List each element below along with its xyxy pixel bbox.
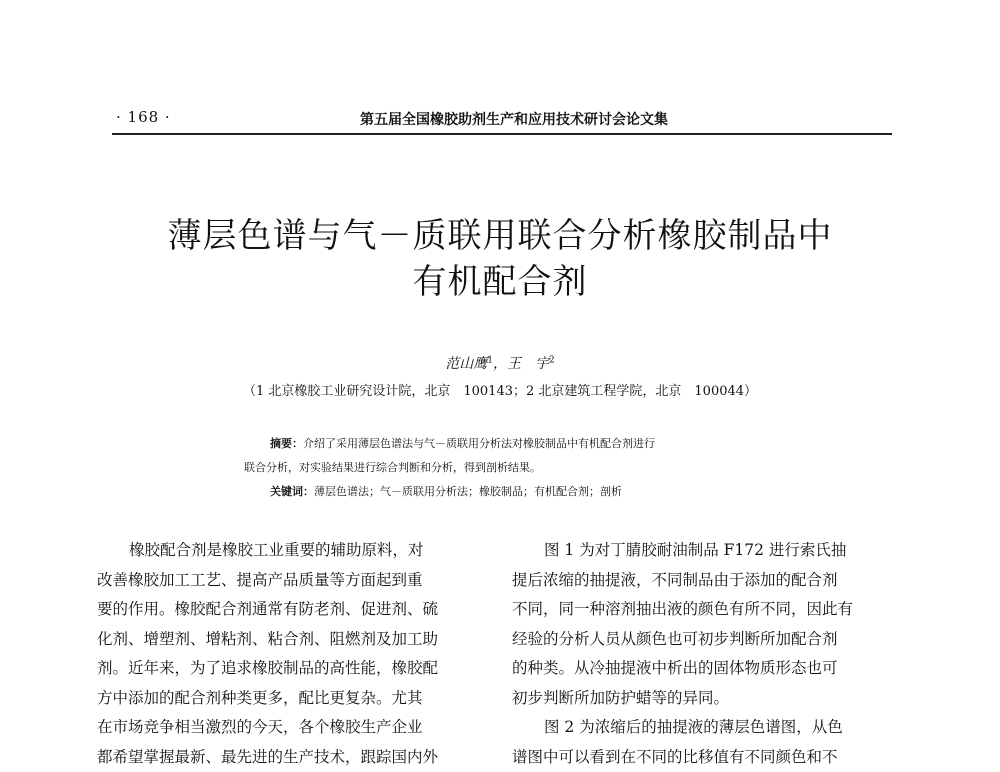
author-2: 王 宇 — [507, 356, 549, 372]
body-line: 化剂、增塑剂、增粘剂、粘合剂、阻燃剂及加工助 — [97, 625, 477, 655]
paper-title-line-1: 薄层色谱与气－质联用联合分析橡胶制品中 — [0, 208, 1000, 257]
body-line: 经验的分析人员从颜色也可初步判断所加配合剂 — [512, 625, 892, 655]
body-line: 都希望掌握最新、最先进的生产技术，跟踪国内外 — [97, 743, 477, 772]
body-line: 剂。近年来，为了追求橡胶制品的高性能，橡胶配 — [97, 654, 477, 684]
body-line: 改善橡胶加工工艺、提高产品质量等方面起到重 — [97, 566, 477, 596]
body-line: 在市场竞争相当激烈的今天，各个橡胶生产企业 — [97, 713, 477, 743]
author-2-affil-mark: 2 — [549, 355, 555, 365]
body-line: 不同，同一种溶剂抽出液的颜色有所不同，因此有 — [512, 595, 892, 625]
body-line: 谱图中可以看到在不同的比移值有不同颜色和不 — [512, 743, 892, 772]
body-line: 图 1 为对丁腈胶耐油制品 F172 进行索氏抽 — [512, 536, 892, 566]
abstract-text-1: 介绍了采用薄层色谱法与气－质联用分析法对橡胶制品中有机配合剂进行 — [303, 437, 655, 450]
body-column-right — [512, 536, 892, 772]
authors — [0, 353, 1000, 373]
body-line: 初步判断所加防护蜡等的异同。 — [512, 684, 892, 714]
body-line: 要的作用。橡胶配合剂通常有防老剂、促进剂、硫 — [97, 595, 477, 625]
keywords-line — [244, 480, 764, 504]
keywords-text: 薄层色谱法；气－质联用分析法；橡胶制品；有机配合剂；剖析 — [314, 485, 622, 498]
abstract-line-2 — [244, 456, 764, 480]
abstract-text-2: 联合分析，对实验结果进行综合判断和分析，得到剖析结果。 — [244, 461, 541, 474]
body-line: 方中添加的配合剂种类更多，配比更复杂。尤其 — [97, 684, 477, 714]
author-1-affil-mark: 1 — [487, 355, 493, 365]
author-1: 范山鹰 — [445, 356, 487, 372]
header-rule — [112, 133, 892, 135]
affiliations: （1 北京橡胶工业研究设计院，北京 100143；2 北京建筑工程学院，北京 100044） — [0, 380, 1000, 399]
paper-title-line-2: 有机配合剂 — [0, 254, 1000, 303]
abstract-line-1 — [244, 432, 764, 456]
abstract-label: 摘要： — [270, 437, 303, 450]
body-column-left — [97, 536, 477, 772]
abstract-block — [244, 432, 764, 504]
body-line: 橡胶配合剂是橡胶工业重要的辅助原料，对 — [97, 536, 477, 566]
body-line: 的种类。从冷抽提液中析出的固体物质形态也可 — [512, 654, 892, 684]
body-line: 提后浓缩的抽提液，不同制品由于添加的配合剂 — [512, 566, 892, 596]
body-line: 图 2 为浓缩后的抽提液的薄层色谱图，从色 — [512, 713, 892, 743]
page-number: · 168 · — [116, 108, 171, 126]
running-title: 第五届全国橡胶助剂生产和应用技术研讨会论文集 — [112, 109, 892, 129]
running-header — [112, 104, 892, 134]
author-separator: ， — [493, 356, 507, 372]
keywords-label: 关键词： — [270, 485, 314, 498]
